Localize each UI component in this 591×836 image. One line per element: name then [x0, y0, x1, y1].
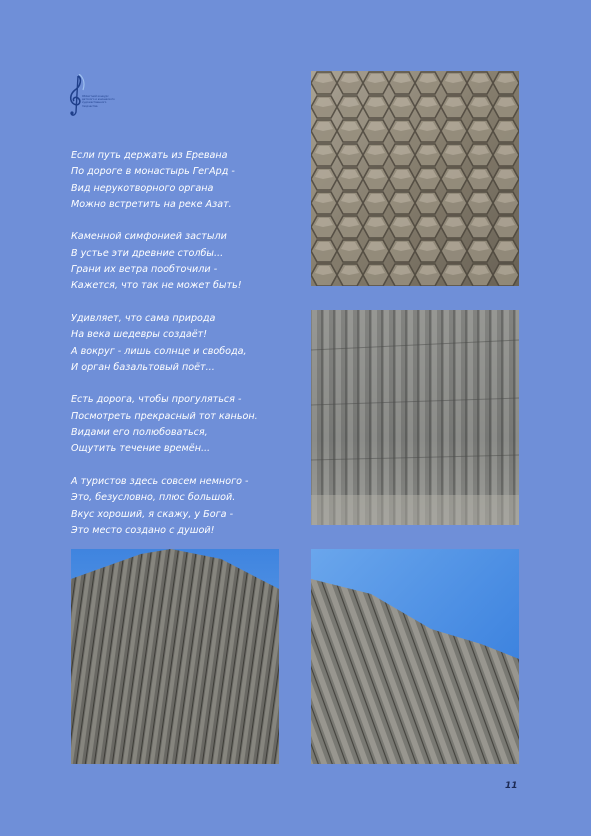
poem-line: Видами его полюбоваться,	[71, 427, 208, 439]
poem-line: Грани их ветра пообточили -	[71, 264, 218, 276]
poem-line: В устье эти древние столбы...	[71, 247, 224, 259]
poem-line: Каменной симфонией застыли	[71, 231, 227, 243]
stanza	[71, 474, 296, 539]
poem-line: По дороге в монастырь ГегАрд -	[71, 166, 235, 178]
poem-line: Ощутить течение времён...	[71, 443, 211, 455]
stanza	[71, 311, 296, 376]
poem-line: Вид нерукотворного органа	[71, 182, 214, 194]
poem	[71, 148, 296, 555]
poem-line: Вкус хороший, я скажу, у Бога -	[71, 508, 234, 520]
page-number: 11	[505, 781, 518, 791]
poem-line: И орган базальтовый поёт...	[71, 361, 215, 373]
poem-line: Есть дорога, чтобы прогуляться -	[71, 394, 242, 406]
basalt-cliff-photo-organ	[71, 549, 279, 764]
logo-text: Областной конкурс детского и юношеского художественного творчества	[82, 95, 115, 108]
basalt-cliff-photo-sky	[311, 549, 519, 764]
stanza	[71, 229, 296, 294]
basalt-columns-photo-wall	[311, 310, 519, 525]
poem-line: Посмотреть прекрасный тот каньон.	[71, 410, 258, 422]
basalt-columns-photo-closeup	[311, 71, 519, 286]
poem-line: А вокруг - лишь солнце и свобода,	[71, 345, 247, 357]
poem-line: На века шедевры создаёт!	[71, 329, 208, 341]
stanza	[71, 392, 296, 457]
poem-line: Это место создано с душой!	[71, 524, 215, 536]
poem-line: Если путь держать из Еревана	[71, 150, 228, 161]
poem-line: Кажется, что так не может быть!	[71, 280, 242, 292]
stanza	[71, 148, 296, 213]
poem-line: Удивляет, что сама природа	[71, 312, 216, 324]
poem-line: Это, безусловно, плюс большой.	[71, 492, 236, 504]
logo	[66, 74, 128, 118]
poem-line: Можно встретить на реке Азат.	[71, 198, 232, 210]
poem-line: А туристов здесь совсем немного -	[71, 475, 249, 487]
